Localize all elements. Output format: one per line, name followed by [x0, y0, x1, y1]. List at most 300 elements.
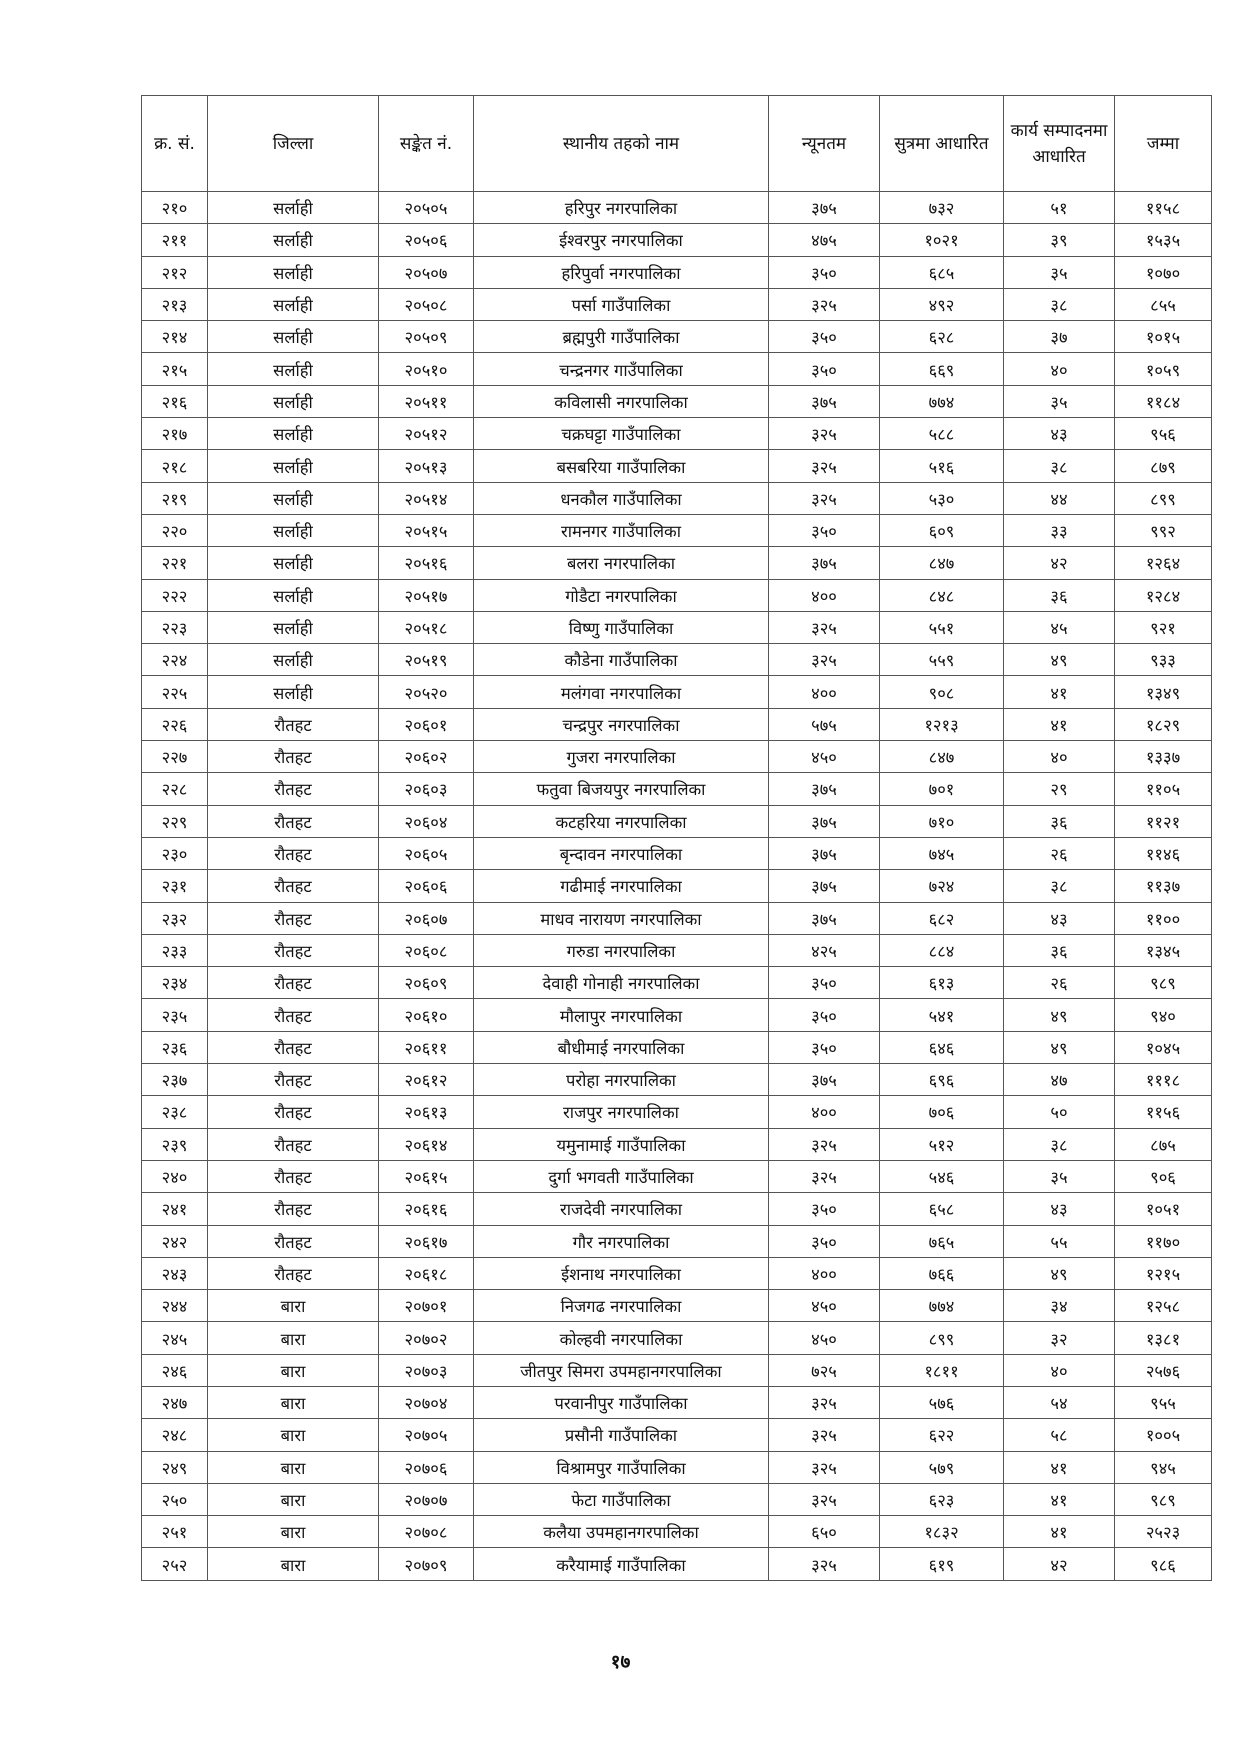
minimum-cell: ३२५ — [769, 1386, 880, 1418]
total-cell: ११०० — [1115, 902, 1212, 934]
local-level-name-cell: परवानीपुर गाउँपालिका — [474, 1386, 769, 1418]
local-level-name-cell: बसबरिया गाउँपालिका — [474, 450, 769, 482]
code-cell: २०६१८ — [379, 1257, 474, 1289]
local-level-name-cell: कविलासी नगरपालिका — [474, 385, 769, 417]
code-cell: २०७०१ — [379, 1290, 474, 1322]
serial-number-cell: २१६ — [142, 385, 208, 417]
serial-number-cell: २३३ — [142, 934, 208, 966]
table-row — [142, 1451, 1212, 1483]
performance-based-cell: ३६ — [1004, 805, 1115, 837]
district-cell: बारा — [208, 1290, 379, 1322]
total-cell: ९८९ — [1115, 1483, 1212, 1515]
minimum-cell: ३२५ — [769, 1548, 880, 1580]
performance-based-cell: ४५ — [1004, 611, 1115, 643]
serial-number-cell: २३६ — [142, 1031, 208, 1063]
total-cell: ९५६ — [1115, 418, 1212, 450]
formula-based-cell: ५१२ — [880, 1128, 1004, 1160]
table-row — [142, 321, 1212, 353]
serial-number-cell: २२४ — [142, 644, 208, 676]
table-row — [142, 418, 1212, 450]
total-cell: १३४९ — [1115, 676, 1212, 708]
local-level-name-cell: ईश्वरपुर नगरपालिका — [474, 224, 769, 256]
total-cell: ११७० — [1115, 1225, 1212, 1257]
local-level-name-cell: विश्रामपुर गाउँपालिका — [474, 1451, 769, 1483]
table-row — [142, 1225, 1212, 1257]
total-cell: ९०६ — [1115, 1160, 1212, 1192]
code-cell: २०५०६ — [379, 224, 474, 256]
table-row — [142, 741, 1212, 773]
performance-based-cell: ४४ — [1004, 482, 1115, 514]
formula-based-cell: ८४७ — [880, 741, 1004, 773]
local-level-name-cell: बौधीमाई नगरपालिका — [474, 1031, 769, 1063]
performance-based-cell: ५० — [1004, 1096, 1115, 1128]
serial-number-cell: २२८ — [142, 773, 208, 805]
total-cell: ८७५ — [1115, 1128, 1212, 1160]
formula-based-cell: ६२३ — [880, 1483, 1004, 1515]
district-cell: रौतहट — [208, 741, 379, 773]
code-cell: २०५०८ — [379, 288, 474, 320]
minimum-cell: ३७५ — [769, 805, 880, 837]
total-cell: १००५ — [1115, 1419, 1212, 1451]
local-level-name-cell: फेटा गाउँपालिका — [474, 1483, 769, 1515]
serial-number-cell: २२९ — [142, 805, 208, 837]
minimum-cell: ३७५ — [769, 837, 880, 869]
minimum-cell: ३५० — [769, 967, 880, 999]
minimum-cell: ३२५ — [769, 1419, 880, 1451]
code-cell: २०७०२ — [379, 1322, 474, 1354]
code-cell: २०५१९ — [379, 644, 474, 676]
district-cell: बारा — [208, 1548, 379, 1580]
local-level-name-cell: गढीमाई नगरपालिका — [474, 870, 769, 902]
performance-based-cell: ४१ — [1004, 708, 1115, 740]
performance-based-cell: ५५ — [1004, 1225, 1115, 1257]
table-row — [142, 1031, 1212, 1063]
minimum-cell: ३७५ — [769, 870, 880, 902]
table-row — [142, 1290, 1212, 1322]
serial-number-cell: २२० — [142, 514, 208, 546]
table-row — [142, 288, 1212, 320]
district-cell: सर्लाही — [208, 547, 379, 579]
serial-number-cell: २४१ — [142, 1193, 208, 1225]
table-row — [142, 1193, 1212, 1225]
total-cell: ११५६ — [1115, 1096, 1212, 1128]
total-cell: १०७० — [1115, 256, 1212, 288]
formula-based-cell: ६४६ — [880, 1031, 1004, 1063]
serial-number-cell: २४६ — [142, 1354, 208, 1386]
local-level-name-cell: कोल्हवी नगरपालिका — [474, 1322, 769, 1354]
table-row — [142, 192, 1212, 224]
performance-based-cell: ४९ — [1004, 644, 1115, 676]
serial-number-cell: २४० — [142, 1160, 208, 1192]
total-cell: ११२१ — [1115, 805, 1212, 837]
code-cell: २०५०७ — [379, 256, 474, 288]
total-cell: १०५९ — [1115, 353, 1212, 385]
local-level-name-cell: चन्द्रपुर नगरपालिका — [474, 708, 769, 740]
serial-number-cell: २४३ — [142, 1257, 208, 1289]
code-cell: २०६१३ — [379, 1096, 474, 1128]
formula-based-cell: ५७९ — [880, 1451, 1004, 1483]
formula-based-cell: ७३२ — [880, 192, 1004, 224]
code-cell: २०५०९ — [379, 321, 474, 353]
formula-based-cell: ६९६ — [880, 1064, 1004, 1096]
performance-based-cell: २६ — [1004, 967, 1115, 999]
district-cell: सर्लाही — [208, 321, 379, 353]
district-cell: रौतहट — [208, 870, 379, 902]
minimum-cell: ६५० — [769, 1516, 880, 1548]
minimum-cell: ३५० — [769, 1193, 880, 1225]
total-cell: ९८६ — [1115, 1548, 1212, 1580]
performance-based-cell: ३६ — [1004, 579, 1115, 611]
code-cell: २०६१२ — [379, 1064, 474, 1096]
minimum-cell: ७२५ — [769, 1354, 880, 1386]
total-cell: ११०५ — [1115, 773, 1212, 805]
table-row — [142, 805, 1212, 837]
performance-based-cell: ४७ — [1004, 1064, 1115, 1096]
formula-based-cell: ७१० — [880, 805, 1004, 837]
header-total: जम्मा — [1115, 96, 1212, 192]
local-level-name-cell: परोहा नगरपालिका — [474, 1064, 769, 1096]
header-code: सङ्केत नं. — [379, 96, 474, 192]
serial-number-cell: २३४ — [142, 967, 208, 999]
code-cell: २०६१५ — [379, 1160, 474, 1192]
minimum-cell: ५७५ — [769, 708, 880, 740]
total-cell: १०४५ — [1115, 1031, 1212, 1063]
table-row — [142, 224, 1212, 256]
code-cell: २०७०३ — [379, 1354, 474, 1386]
formula-based-cell: ५८८ — [880, 418, 1004, 450]
formula-based-cell: ५३० — [880, 482, 1004, 514]
performance-based-cell: ५८ — [1004, 1419, 1115, 1451]
serial-number-cell: २३२ — [142, 902, 208, 934]
total-cell: ९९२ — [1115, 514, 1212, 546]
serial-number-cell: २४५ — [142, 1322, 208, 1354]
minimum-cell: ३५० — [769, 514, 880, 546]
local-level-name-cell: निजगढ नगरपालिका — [474, 1290, 769, 1322]
performance-based-cell: ४२ — [1004, 1548, 1115, 1580]
district-cell: सर्लाही — [208, 644, 379, 676]
minimum-cell: ३७५ — [769, 547, 880, 579]
district-cell: सर्लाही — [208, 676, 379, 708]
local-level-name-cell: ईशनाथ नगरपालिका — [474, 1257, 769, 1289]
serial-number-cell: २३० — [142, 837, 208, 869]
local-level-name-cell: गोडैटा नगरपालिका — [474, 579, 769, 611]
performance-based-cell: ४० — [1004, 741, 1115, 773]
performance-based-cell: ४९ — [1004, 1031, 1115, 1063]
district-cell: रौतहट — [208, 708, 379, 740]
total-cell: ९८९ — [1115, 967, 1212, 999]
serial-number-cell: २३१ — [142, 870, 208, 902]
code-cell: २०६१६ — [379, 1193, 474, 1225]
district-cell: रौतहट — [208, 773, 379, 805]
district-cell: बारा — [208, 1354, 379, 1386]
table-row — [142, 1128, 1212, 1160]
code-cell: २०७०७ — [379, 1483, 474, 1515]
local-level-name-cell: गरुडा नगरपालिका — [474, 934, 769, 966]
formula-based-cell: ६८५ — [880, 256, 1004, 288]
code-cell: २०६१४ — [379, 1128, 474, 1160]
table-row — [142, 837, 1212, 869]
formula-based-cell: ९०८ — [880, 676, 1004, 708]
table-row — [142, 1354, 1212, 1386]
total-cell: १२५८ — [1115, 1290, 1212, 1322]
district-cell: रौतहट — [208, 837, 379, 869]
total-cell: ११४६ — [1115, 837, 1212, 869]
page-number: १७ — [610, 1651, 631, 1673]
local-level-name-cell: प्रसौनी गाउँपालिका — [474, 1419, 769, 1451]
serial-number-cell: २५० — [142, 1483, 208, 1515]
code-cell: २०६०४ — [379, 805, 474, 837]
district-cell: सर्लाही — [208, 224, 379, 256]
formula-based-cell: ७७४ — [880, 1290, 1004, 1322]
total-cell: १८२९ — [1115, 708, 1212, 740]
minimum-cell: ४५० — [769, 1290, 880, 1322]
table-row — [142, 773, 1212, 805]
formula-based-cell: ७०६ — [880, 1096, 1004, 1128]
local-level-name-cell: बृन्दावन नगरपालिका — [474, 837, 769, 869]
formula-based-cell: ८४८ — [880, 579, 1004, 611]
district-cell: रौतहट — [208, 999, 379, 1031]
minimum-cell: ४०० — [769, 1257, 880, 1289]
local-level-name-cell: यमुनामाई गाउँपालिका — [474, 1128, 769, 1160]
district-cell: सर्लाही — [208, 482, 379, 514]
code-cell: २०५११ — [379, 385, 474, 417]
local-level-name-cell: कलैया उपमहानगरपालिका — [474, 1516, 769, 1548]
total-cell: १३४५ — [1115, 934, 1212, 966]
district-cell: बारा — [208, 1386, 379, 1418]
code-cell: २०६०२ — [379, 741, 474, 773]
district-cell: रौतहट — [208, 967, 379, 999]
performance-based-cell: २६ — [1004, 837, 1115, 869]
minimum-cell: ४०० — [769, 676, 880, 708]
total-cell: ९४० — [1115, 999, 1212, 1031]
formula-based-cell: १८११ — [880, 1354, 1004, 1386]
minimum-cell: ४७५ — [769, 224, 880, 256]
formula-based-cell: ५४१ — [880, 999, 1004, 1031]
district-cell: सर्लाही — [208, 385, 379, 417]
code-cell: २०६०९ — [379, 967, 474, 999]
table-row — [142, 450, 1212, 482]
minimum-cell: ३२५ — [769, 611, 880, 643]
local-level-name-cell: फतुवा बिजयपुर नगरपालिका — [474, 773, 769, 805]
formula-based-cell: ५७६ — [880, 1386, 1004, 1418]
total-cell: ९५५ — [1115, 1386, 1212, 1418]
header-performance-based: कार्य सम्पादनमा आधारित — [1004, 96, 1115, 192]
code-cell: २०६०७ — [379, 902, 474, 934]
table-row — [142, 1096, 1212, 1128]
total-cell: २५२३ — [1115, 1516, 1212, 1548]
district-cell: सर्लाही — [208, 514, 379, 546]
code-cell: २०५१५ — [379, 514, 474, 546]
performance-based-cell: ३२ — [1004, 1322, 1115, 1354]
table-row — [142, 353, 1212, 385]
minimum-cell: ३७५ — [769, 192, 880, 224]
table-row — [142, 1419, 1212, 1451]
minimum-cell: ३२५ — [769, 1160, 880, 1192]
minimum-cell: ३७५ — [769, 773, 880, 805]
local-level-name-cell: देवाही गोनाही नगरपालिका — [474, 967, 769, 999]
district-cell: रौतहट — [208, 1096, 379, 1128]
total-cell: १११८ — [1115, 1064, 1212, 1096]
district-cell: सर्लाही — [208, 579, 379, 611]
local-level-name-cell: हरिपुर नगरपालिका — [474, 192, 769, 224]
local-level-name-cell: विष्णु गाउँपालिका — [474, 611, 769, 643]
local-level-name-cell: धनकौल गाउँपालिका — [474, 482, 769, 514]
table-body — [142, 192, 1212, 1581]
local-level-name-cell: दुर्गा भगवती गाउँपालिका — [474, 1160, 769, 1192]
performance-based-cell: ४१ — [1004, 1451, 1115, 1483]
serial-number-cell: २१५ — [142, 353, 208, 385]
minimum-cell: ३५० — [769, 353, 880, 385]
performance-based-cell: ५४ — [1004, 1386, 1115, 1418]
code-cell: २०५१३ — [379, 450, 474, 482]
serial-number-cell: २५१ — [142, 1516, 208, 1548]
serial-number-cell: २४८ — [142, 1419, 208, 1451]
formula-based-cell: ७६६ — [880, 1257, 1004, 1289]
performance-based-cell: ५१ — [1004, 192, 1115, 224]
minimum-cell: ३७५ — [769, 385, 880, 417]
performance-based-cell: ४२ — [1004, 547, 1115, 579]
serial-number-cell: २१२ — [142, 256, 208, 288]
table-row — [142, 611, 1212, 643]
district-cell: बारा — [208, 1322, 379, 1354]
total-cell: ९३३ — [1115, 644, 1212, 676]
serial-number-cell: २२६ — [142, 708, 208, 740]
serial-number-cell: २३५ — [142, 999, 208, 1031]
district-cell: रौतहट — [208, 1128, 379, 1160]
minimum-cell: ३२५ — [769, 1451, 880, 1483]
district-cell: रौतहट — [208, 1193, 379, 1225]
total-cell: ८९९ — [1115, 482, 1212, 514]
code-cell: २०५१४ — [379, 482, 474, 514]
header-formula-based: सुत्रमा आधारित — [880, 96, 1004, 192]
formula-based-cell: ४९२ — [880, 288, 1004, 320]
table-row — [142, 644, 1212, 676]
formula-based-cell: ८९९ — [880, 1322, 1004, 1354]
district-cell: रौतहट — [208, 934, 379, 966]
table-row — [142, 256, 1212, 288]
formula-based-cell: ७६५ — [880, 1225, 1004, 1257]
performance-based-cell: ४३ — [1004, 1193, 1115, 1225]
performance-based-cell: ३४ — [1004, 1290, 1115, 1322]
performance-based-cell: ३८ — [1004, 870, 1115, 902]
table-row — [142, 1322, 1212, 1354]
serial-number-cell: २१९ — [142, 482, 208, 514]
performance-based-cell: ३८ — [1004, 288, 1115, 320]
minimum-cell: ४२५ — [769, 934, 880, 966]
formula-based-cell: १०२१ — [880, 224, 1004, 256]
performance-based-cell: ३३ — [1004, 514, 1115, 546]
local-level-name-cell: कटहरिया नगरपालिका — [474, 805, 769, 837]
serial-number-cell: २४९ — [142, 1451, 208, 1483]
minimum-cell: ३२५ — [769, 482, 880, 514]
code-cell: २०५१८ — [379, 611, 474, 643]
serial-number-cell: २१३ — [142, 288, 208, 320]
total-cell: ९२१ — [1115, 611, 1212, 643]
formula-based-cell: ५५९ — [880, 644, 1004, 676]
minimum-cell: ४०० — [769, 579, 880, 611]
district-cell: रौतहट — [208, 1225, 379, 1257]
formula-based-cell: ७०१ — [880, 773, 1004, 805]
district-cell: रौतहट — [208, 1064, 379, 1096]
formula-based-cell: ८८४ — [880, 934, 1004, 966]
code-cell: २०६०१ — [379, 708, 474, 740]
total-cell: १२८४ — [1115, 579, 1212, 611]
total-cell: १३३७ — [1115, 741, 1212, 773]
code-cell: २०६०८ — [379, 934, 474, 966]
table-row — [142, 547, 1212, 579]
formula-based-cell: ६८२ — [880, 902, 1004, 934]
table-row — [142, 579, 1212, 611]
table-row — [142, 1386, 1212, 1418]
minimum-cell: ३२५ — [769, 288, 880, 320]
performance-based-cell: ४३ — [1004, 418, 1115, 450]
performance-based-cell: ४३ — [1004, 902, 1115, 934]
table-row — [142, 1257, 1212, 1289]
local-level-name-cell: मलंगवा नगरपालिका — [474, 676, 769, 708]
serial-number-cell: २३८ — [142, 1096, 208, 1128]
minimum-cell: ३२५ — [769, 450, 880, 482]
serial-number-cell: २४७ — [142, 1386, 208, 1418]
formula-based-cell: ५५१ — [880, 611, 1004, 643]
header-local-level-name: स्थानीय तहको नाम — [474, 96, 769, 192]
code-cell: २०६१७ — [379, 1225, 474, 1257]
header-district: जिल्ला — [208, 96, 379, 192]
minimum-cell: ३५० — [769, 1225, 880, 1257]
performance-based-cell: ३८ — [1004, 1128, 1115, 1160]
minimum-cell: ३७५ — [769, 1064, 880, 1096]
table-row — [142, 1483, 1212, 1515]
table-row — [142, 708, 1212, 740]
formula-based-cell: १२१३ — [880, 708, 1004, 740]
table-row — [142, 967, 1212, 999]
formula-based-cell: ८४७ — [880, 547, 1004, 579]
minimum-cell: ३२५ — [769, 418, 880, 450]
code-cell: २०७०४ — [379, 1386, 474, 1418]
district-cell: सर्लाही — [208, 450, 379, 482]
code-cell: २०६०६ — [379, 870, 474, 902]
code-cell: २०५०५ — [379, 192, 474, 224]
code-cell: २०५१७ — [379, 579, 474, 611]
local-level-name-cell: गुजरा नगरपालिका — [474, 741, 769, 773]
performance-based-cell: ३८ — [1004, 450, 1115, 482]
serial-number-cell: २१४ — [142, 321, 208, 353]
minimum-cell: ४५० — [769, 741, 880, 773]
minimum-cell: ३२५ — [769, 1483, 880, 1515]
performance-based-cell: ४९ — [1004, 1257, 1115, 1289]
formula-based-cell: ६६९ — [880, 353, 1004, 385]
performance-based-cell: ३६ — [1004, 934, 1115, 966]
total-cell: १२१५ — [1115, 1257, 1212, 1289]
minimum-cell: ३२५ — [769, 644, 880, 676]
code-cell: २०५१२ — [379, 418, 474, 450]
total-cell: ८५५ — [1115, 288, 1212, 320]
minimum-cell: ३५० — [769, 256, 880, 288]
code-cell: २०६०५ — [379, 837, 474, 869]
district-cell: रौतहट — [208, 1031, 379, 1063]
table-row — [142, 514, 1212, 546]
district-cell: बारा — [208, 1451, 379, 1483]
local-level-name-cell: गौर नगरपालिका — [474, 1225, 769, 1257]
formula-based-cell: ७७४ — [880, 385, 1004, 417]
code-cell: २०५२० — [379, 676, 474, 708]
minimum-cell: ३५० — [769, 1031, 880, 1063]
local-level-name-cell: मौलापुर नगरपालिका — [474, 999, 769, 1031]
serial-number-cell: २३७ — [142, 1064, 208, 1096]
total-cell: ८७९ — [1115, 450, 1212, 482]
performance-based-cell: ४१ — [1004, 1483, 1115, 1515]
table-row — [142, 482, 1212, 514]
district-cell: रौतहट — [208, 902, 379, 934]
